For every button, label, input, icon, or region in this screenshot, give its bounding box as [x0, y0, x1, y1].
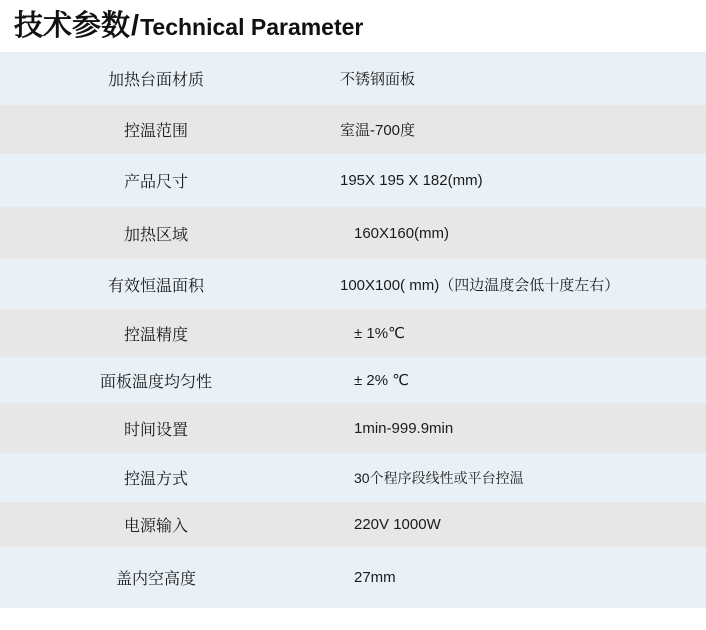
table-row: [0, 52, 706, 105]
spec-value: 不锈钢面板: [312, 52, 706, 105]
table-row: [0, 105, 706, 154]
spec-label: 加热台面材质: [0, 52, 312, 105]
spec-value: 1min-999.9min: [312, 403, 706, 453]
spec-label: 产品尺寸: [0, 154, 312, 207]
spec-label: 控温范围: [0, 105, 312, 154]
page-title-en: Technical Parameter: [140, 14, 364, 40]
spec-value: 室温-700度: [312, 105, 706, 154]
table-row: [0, 403, 706, 453]
spec-table: [0, 52, 706, 608]
spec-label: 电源输入: [0, 502, 312, 547]
spec-value: 160X160(mm): [312, 207, 706, 259]
spec-label: 加热区域: [0, 207, 312, 259]
table-row: [0, 547, 706, 608]
spec-value: ± 2% ℃: [312, 357, 706, 403]
table-row: [0, 207, 706, 259]
table-row: [0, 309, 706, 357]
spec-label: 控温方式: [0, 453, 312, 502]
table-row: [0, 502, 706, 547]
table-row: [0, 357, 706, 403]
page-title-separator: /: [131, 10, 140, 42]
spec-value: 220V 1000W: [312, 502, 706, 547]
spec-value: 30个程序段线性或平台控温: [312, 453, 706, 502]
page-title: [0, 0, 706, 41]
spec-label: 有效恒温面积: [0, 259, 312, 309]
table-row: [0, 259, 706, 309]
table-row: [0, 453, 706, 502]
spec-table-body: [0, 52, 706, 608]
table-row: [0, 154, 706, 207]
spec-value: 27mm: [312, 547, 706, 608]
page-title-cn: 技术参数: [14, 10, 131, 42]
spec-value: 195X 195 X 182(mm): [312, 154, 706, 207]
spec-label: 盖内空高度: [0, 547, 312, 608]
spec-value: ± 1%℃: [312, 309, 706, 357]
spec-label: 面板温度均匀性: [0, 357, 312, 403]
spec-label: 时间设置: [0, 403, 312, 453]
spec-label: 控温精度: [0, 309, 312, 357]
spec-value: 100X100( mm)（四边温度会低十度左右）: [312, 259, 706, 309]
